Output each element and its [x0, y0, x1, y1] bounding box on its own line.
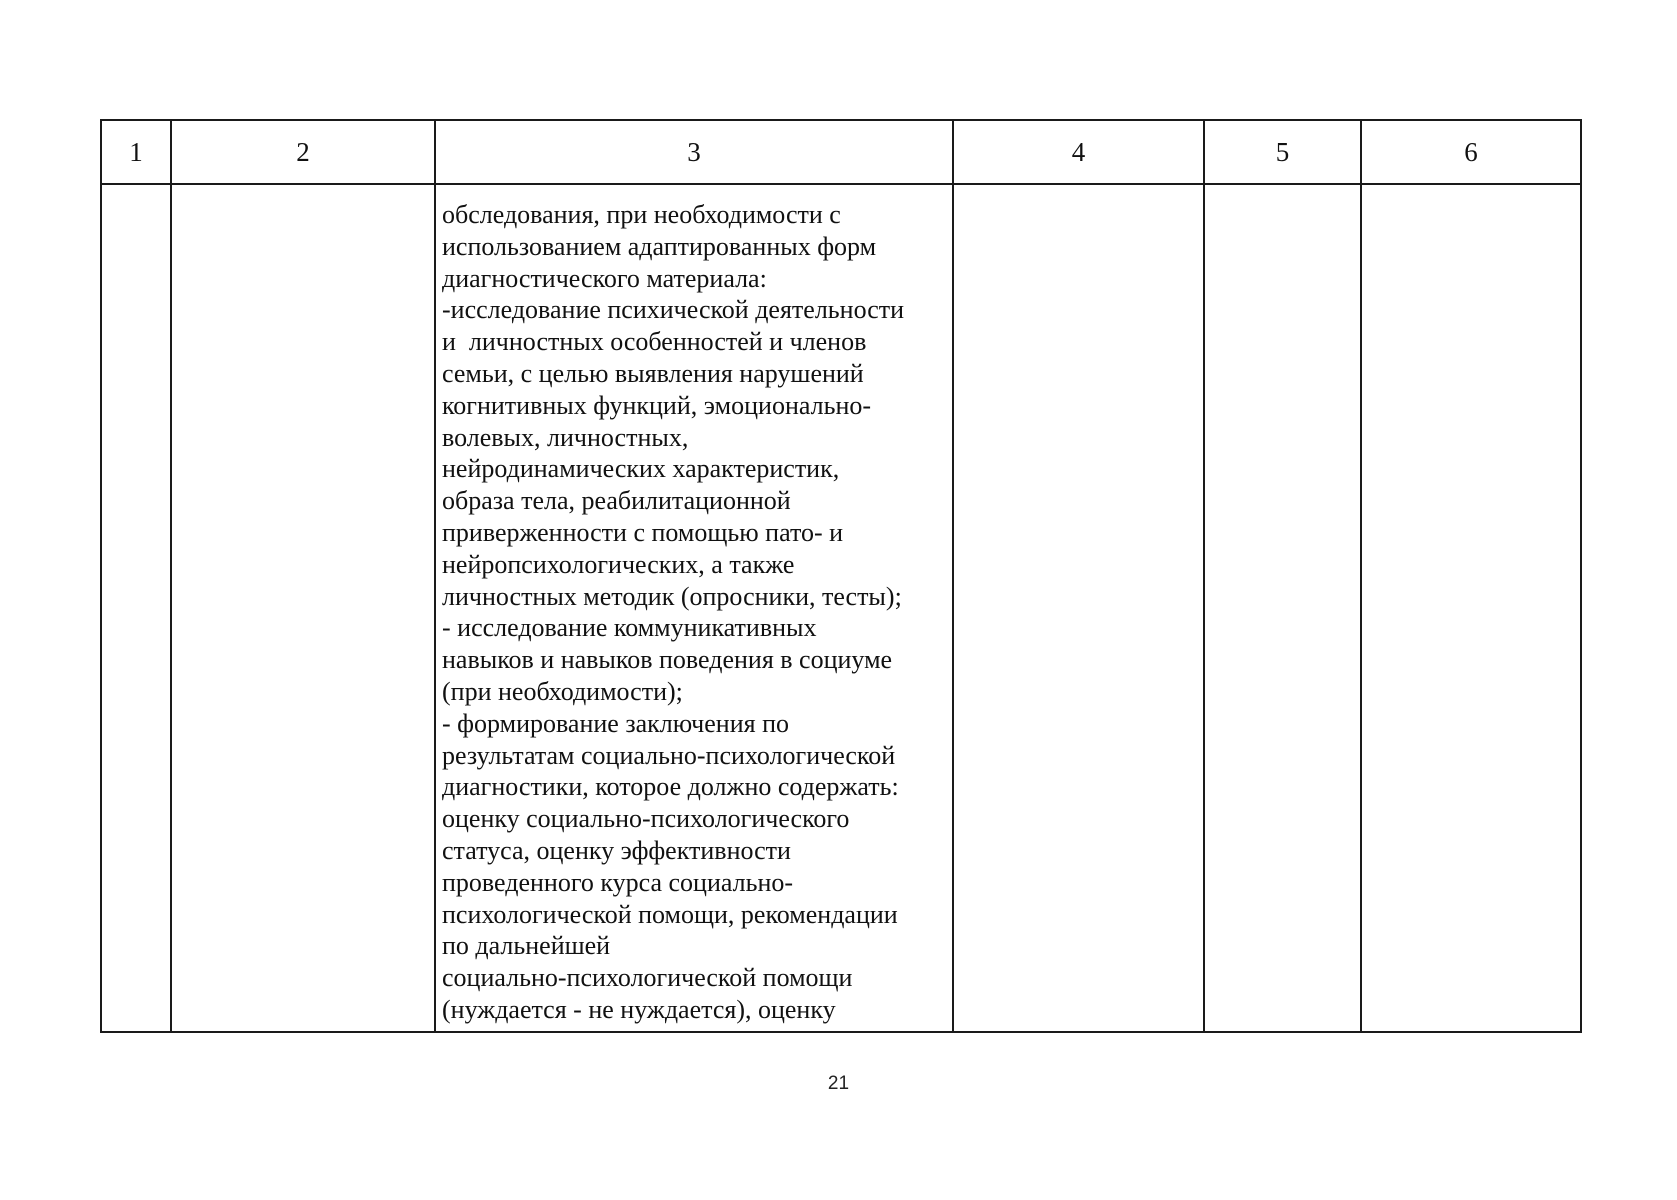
cell-col-2: [171, 184, 435, 1032]
text-line: навыков и навыков поведения в социуме: [442, 645, 893, 675]
cell-col-3: [435, 184, 953, 1032]
text-line: использованием адаптированных форм: [442, 231, 877, 261]
text-line: диагностики, которое должно содержать:: [442, 772, 899, 802]
column-header-6: 6: [1361, 120, 1581, 184]
text-line: статуса, оценку эффективности: [442, 835, 791, 865]
document-table: [100, 119, 1582, 1033]
text-line: обследования, при необходимости с: [442, 200, 841, 229]
column-header-5: 5: [1204, 120, 1361, 184]
table-row: [101, 184, 1581, 1032]
cell-col-6: [1361, 184, 1581, 1032]
text-line: оценку социально-психологического: [442, 804, 850, 834]
text-line: психологической помощи, рекомендации: [442, 899, 898, 929]
column-header-4: 4: [953, 120, 1204, 184]
column-header-1: 1: [101, 120, 171, 184]
text-line: когнитивных функций, эмоционально-: [442, 390, 872, 420]
column-header-3: 3: [435, 120, 953, 184]
text-line: волевых, личностных,: [442, 422, 689, 452]
text-line: диагностического материала:: [442, 263, 767, 293]
text-line: личностных методик (опросники, тесты);: [442, 581, 902, 611]
text-line: - исследование коммуникативных: [442, 613, 817, 643]
text-line: - формирование заключения по: [442, 708, 789, 738]
text-line: по дальнейшей: [442, 931, 611, 961]
page-number: 21: [827, 1073, 850, 1094]
text-line: образа тела, реабилитационной: [442, 486, 791, 516]
text-line: социально-психологической помощи: [442, 963, 853, 993]
text-line: (нуждается - не нуждается), оценку: [442, 994, 836, 1024]
column-header-2: 2: [171, 120, 435, 184]
cell-col-4: [953, 184, 1204, 1032]
text-line: (при необходимости);: [442, 676, 683, 706]
text-line: нейродинамических характеристик,: [442, 454, 840, 484]
text-line: и личностных особенностей и членов: [442, 327, 867, 357]
cell-col-3-text: [436, 185, 952, 1026]
cell-col-5: [1204, 184, 1361, 1032]
text-line: -исследование психической деятельности: [442, 295, 905, 325]
text-line: семьи, с целью выявления нарушений: [442, 358, 864, 388]
cell-col-1: [101, 184, 171, 1032]
table-header-row: [101, 120, 1581, 184]
text-line: проведенного курса социально-: [442, 867, 794, 897]
text-line: приверженности с помощью пато- и: [442, 517, 844, 547]
text-line: нейропсихологических, а также: [442, 549, 795, 579]
text-line: результатам социально-психологической: [442, 740, 896, 770]
